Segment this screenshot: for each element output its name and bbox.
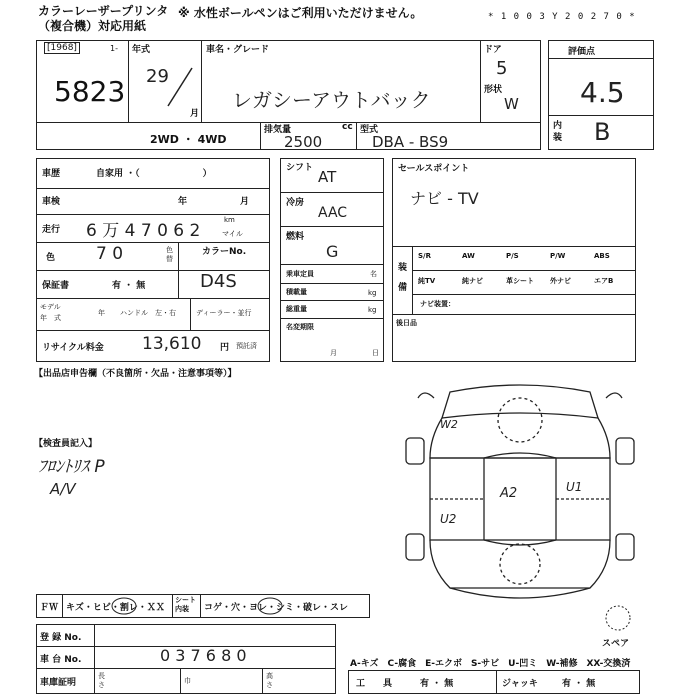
- car-diagram: [400, 378, 640, 618]
- shift-value: AT: [318, 168, 337, 186]
- interior-value: B: [594, 118, 611, 146]
- type-label: 型式: [360, 125, 379, 135]
- model-value: レガシーアウトバック: [232, 88, 431, 112]
- displacement-value: 2500: [284, 133, 323, 151]
- inspector-note-2: A/V: [50, 480, 76, 498]
- history-label: 車歴: [42, 169, 61, 179]
- equipment-item: 革シート: [506, 277, 534, 285]
- deadline-day: 日: [372, 349, 379, 357]
- shape-value: W: [504, 95, 519, 113]
- gross-weight-label: 総重量: [286, 305, 307, 313]
- color-value: 7 0: [96, 244, 124, 264]
- cert-label: 車庫証明: [40, 678, 77, 688]
- recycle-value: 13,610: [142, 334, 202, 354]
- mark-u1: U1: [566, 480, 583, 494]
- equipment-item: P/W: [550, 252, 566, 260]
- notice-text: ※ 水性ボールペンはご利用いただけません。: [178, 6, 423, 20]
- displacement-unit: cc: [342, 122, 353, 132]
- year-slash-icon: [160, 64, 200, 112]
- equipment-item: 純ナビ: [462, 277, 483, 285]
- shape-label: 形状: [484, 85, 503, 95]
- equipment-item: 外ナビ: [550, 277, 571, 285]
- equipment-item: AW: [462, 252, 475, 260]
- inspection-month: 月: [240, 197, 250, 207]
- cert-height: 高さ: [266, 672, 273, 689]
- year-unit: 月: [190, 109, 200, 119]
- fuel-label: 燃料: [286, 232, 305, 242]
- sales-point-value: ナビ - TV: [410, 189, 479, 208]
- fw-label: ＦＷ: [40, 603, 59, 613]
- seat-label: シート内装: [175, 596, 196, 613]
- recycle-note: 預託済: [236, 342, 257, 350]
- chassis-no-value: 0 3 7 6 8 0: [160, 646, 247, 665]
- model-label: 車名・グレード: [206, 45, 270, 55]
- cert-width: 巾: [184, 677, 191, 685]
- drive-text: 2WD ・ 4WD: [150, 133, 227, 146]
- printer-line1: カラーレーザープリンタ: [38, 4, 169, 18]
- capacity-unit: 名: [370, 270, 377, 278]
- lot-number: 5823: [54, 75, 126, 108]
- cert-length: 長さ: [98, 672, 105, 689]
- color-code-label: カラーNo.: [202, 247, 247, 257]
- inspection-year: 年: [178, 197, 188, 207]
- printer-line2: （複合機）対応用紙: [38, 19, 147, 33]
- navi-label: ナビ装置：: [420, 300, 455, 308]
- deadline-month: 月: [330, 349, 337, 357]
- inspection-label: 車検: [42, 197, 61, 207]
- inspector-notes-label: 【検査員記入】: [34, 439, 98, 449]
- recycle-label: リサイクル料金: [42, 343, 104, 353]
- warranty-value: 有 ・ 無: [112, 281, 146, 291]
- jack-label: ジャッキ: [502, 679, 538, 689]
- legend-text: A-キズ C-腐食 E-エクボ S-サビ U-凹ミ W-補修 XX-交換済: [350, 659, 631, 669]
- gross-weight-unit: kg: [368, 306, 377, 314]
- jack-value: 有 ・ 無: [562, 679, 596, 689]
- grade-label: 評価点: [568, 47, 596, 57]
- fw-items: キズ・ヒビ・割レ・ＸＸ: [66, 603, 165, 613]
- color-change-label: 色替: [166, 246, 173, 263]
- color-code-value: D4S: [200, 271, 237, 292]
- deadline-label: 名変期限: [286, 323, 314, 331]
- year-label: 年式: [132, 45, 151, 55]
- seat-items: コゲ・穴・ヨレ・シミ・破レ・スレ: [204, 603, 349, 613]
- load-label: 積載量: [286, 288, 307, 296]
- grade-value: 4.5: [580, 76, 625, 109]
- spare-label: スペア: [602, 639, 630, 649]
- circle-mark-icon: [110, 596, 138, 618]
- equipment-item: S/R: [418, 252, 431, 260]
- ac-value: AAC: [318, 205, 348, 221]
- year-value: 29: [146, 66, 169, 87]
- sales-point-label: セールスポイント: [398, 164, 470, 174]
- spare-tire-icon: [604, 604, 632, 632]
- model-spec-handle: ハンドル 左・右: [120, 309, 176, 317]
- equipment-item: エアB: [594, 277, 614, 285]
- mileage-mile: マイル: [222, 230, 243, 238]
- model-spec-label2: 年 式: [40, 314, 61, 322]
- tools-label: 工 具: [356, 679, 393, 689]
- inspector-note-1: ﾌﾛﾝﾄﾘｽ P: [38, 457, 105, 477]
- mark-u2: U2: [440, 512, 457, 526]
- color-label: 色: [46, 253, 56, 263]
- seller-notes-label: 【出品店申告欄（不良箇所・欠品・注意事項等）】: [34, 369, 237, 379]
- mileage-km: km: [224, 216, 235, 224]
- displacement-label: 排気量: [264, 125, 292, 135]
- mileage-value: 6 万 4 7 0 6 2: [86, 221, 201, 241]
- load-unit: kg: [368, 289, 377, 297]
- equipment-item: P/S: [506, 252, 519, 260]
- model-spec-dealer: ディーラー・並行: [196, 309, 252, 317]
- type-value: DBA - BS9: [372, 133, 449, 151]
- doors-label: ドア: [484, 45, 502, 55]
- lot-tag: [1968]: [44, 42, 80, 54]
- model-spec-year: 年: [98, 309, 105, 317]
- circle-mark-icon-2: [256, 596, 284, 618]
- mark-a2: A2: [500, 486, 518, 501]
- mark-w2: W2: [440, 418, 458, 431]
- interior-label: 内装: [553, 121, 563, 143]
- fuel-value: G: [326, 242, 339, 261]
- chassis-no-label: 車 台 No.: [40, 655, 82, 665]
- equipment-item: 純TV: [418, 277, 436, 285]
- shift-label: シフト: [286, 163, 314, 173]
- rear-seat-label: 後日品: [396, 319, 417, 327]
- ac-label: 冷房: [286, 198, 305, 208]
- tools-value: 有 ・ 無: [420, 679, 454, 689]
- capacity-label: 乗車定員: [286, 270, 314, 278]
- registration-no-label: 登 録 No.: [40, 633, 82, 643]
- doors-value: 5: [496, 58, 508, 79]
- mileage-label: 走行: [42, 225, 61, 235]
- equipment-label: 装備: [398, 263, 408, 293]
- recycle-unit: 円: [220, 343, 230, 353]
- serial-number: * 1 0 0 3 Y 2 0 2 7 0 *: [488, 12, 636, 22]
- equipment-item: ABS: [594, 252, 610, 260]
- history-value: 自家用 ・（ ）: [96, 169, 212, 179]
- model-spec-label1: モデル: [40, 303, 61, 311]
- warranty-label: 保証書: [42, 281, 70, 291]
